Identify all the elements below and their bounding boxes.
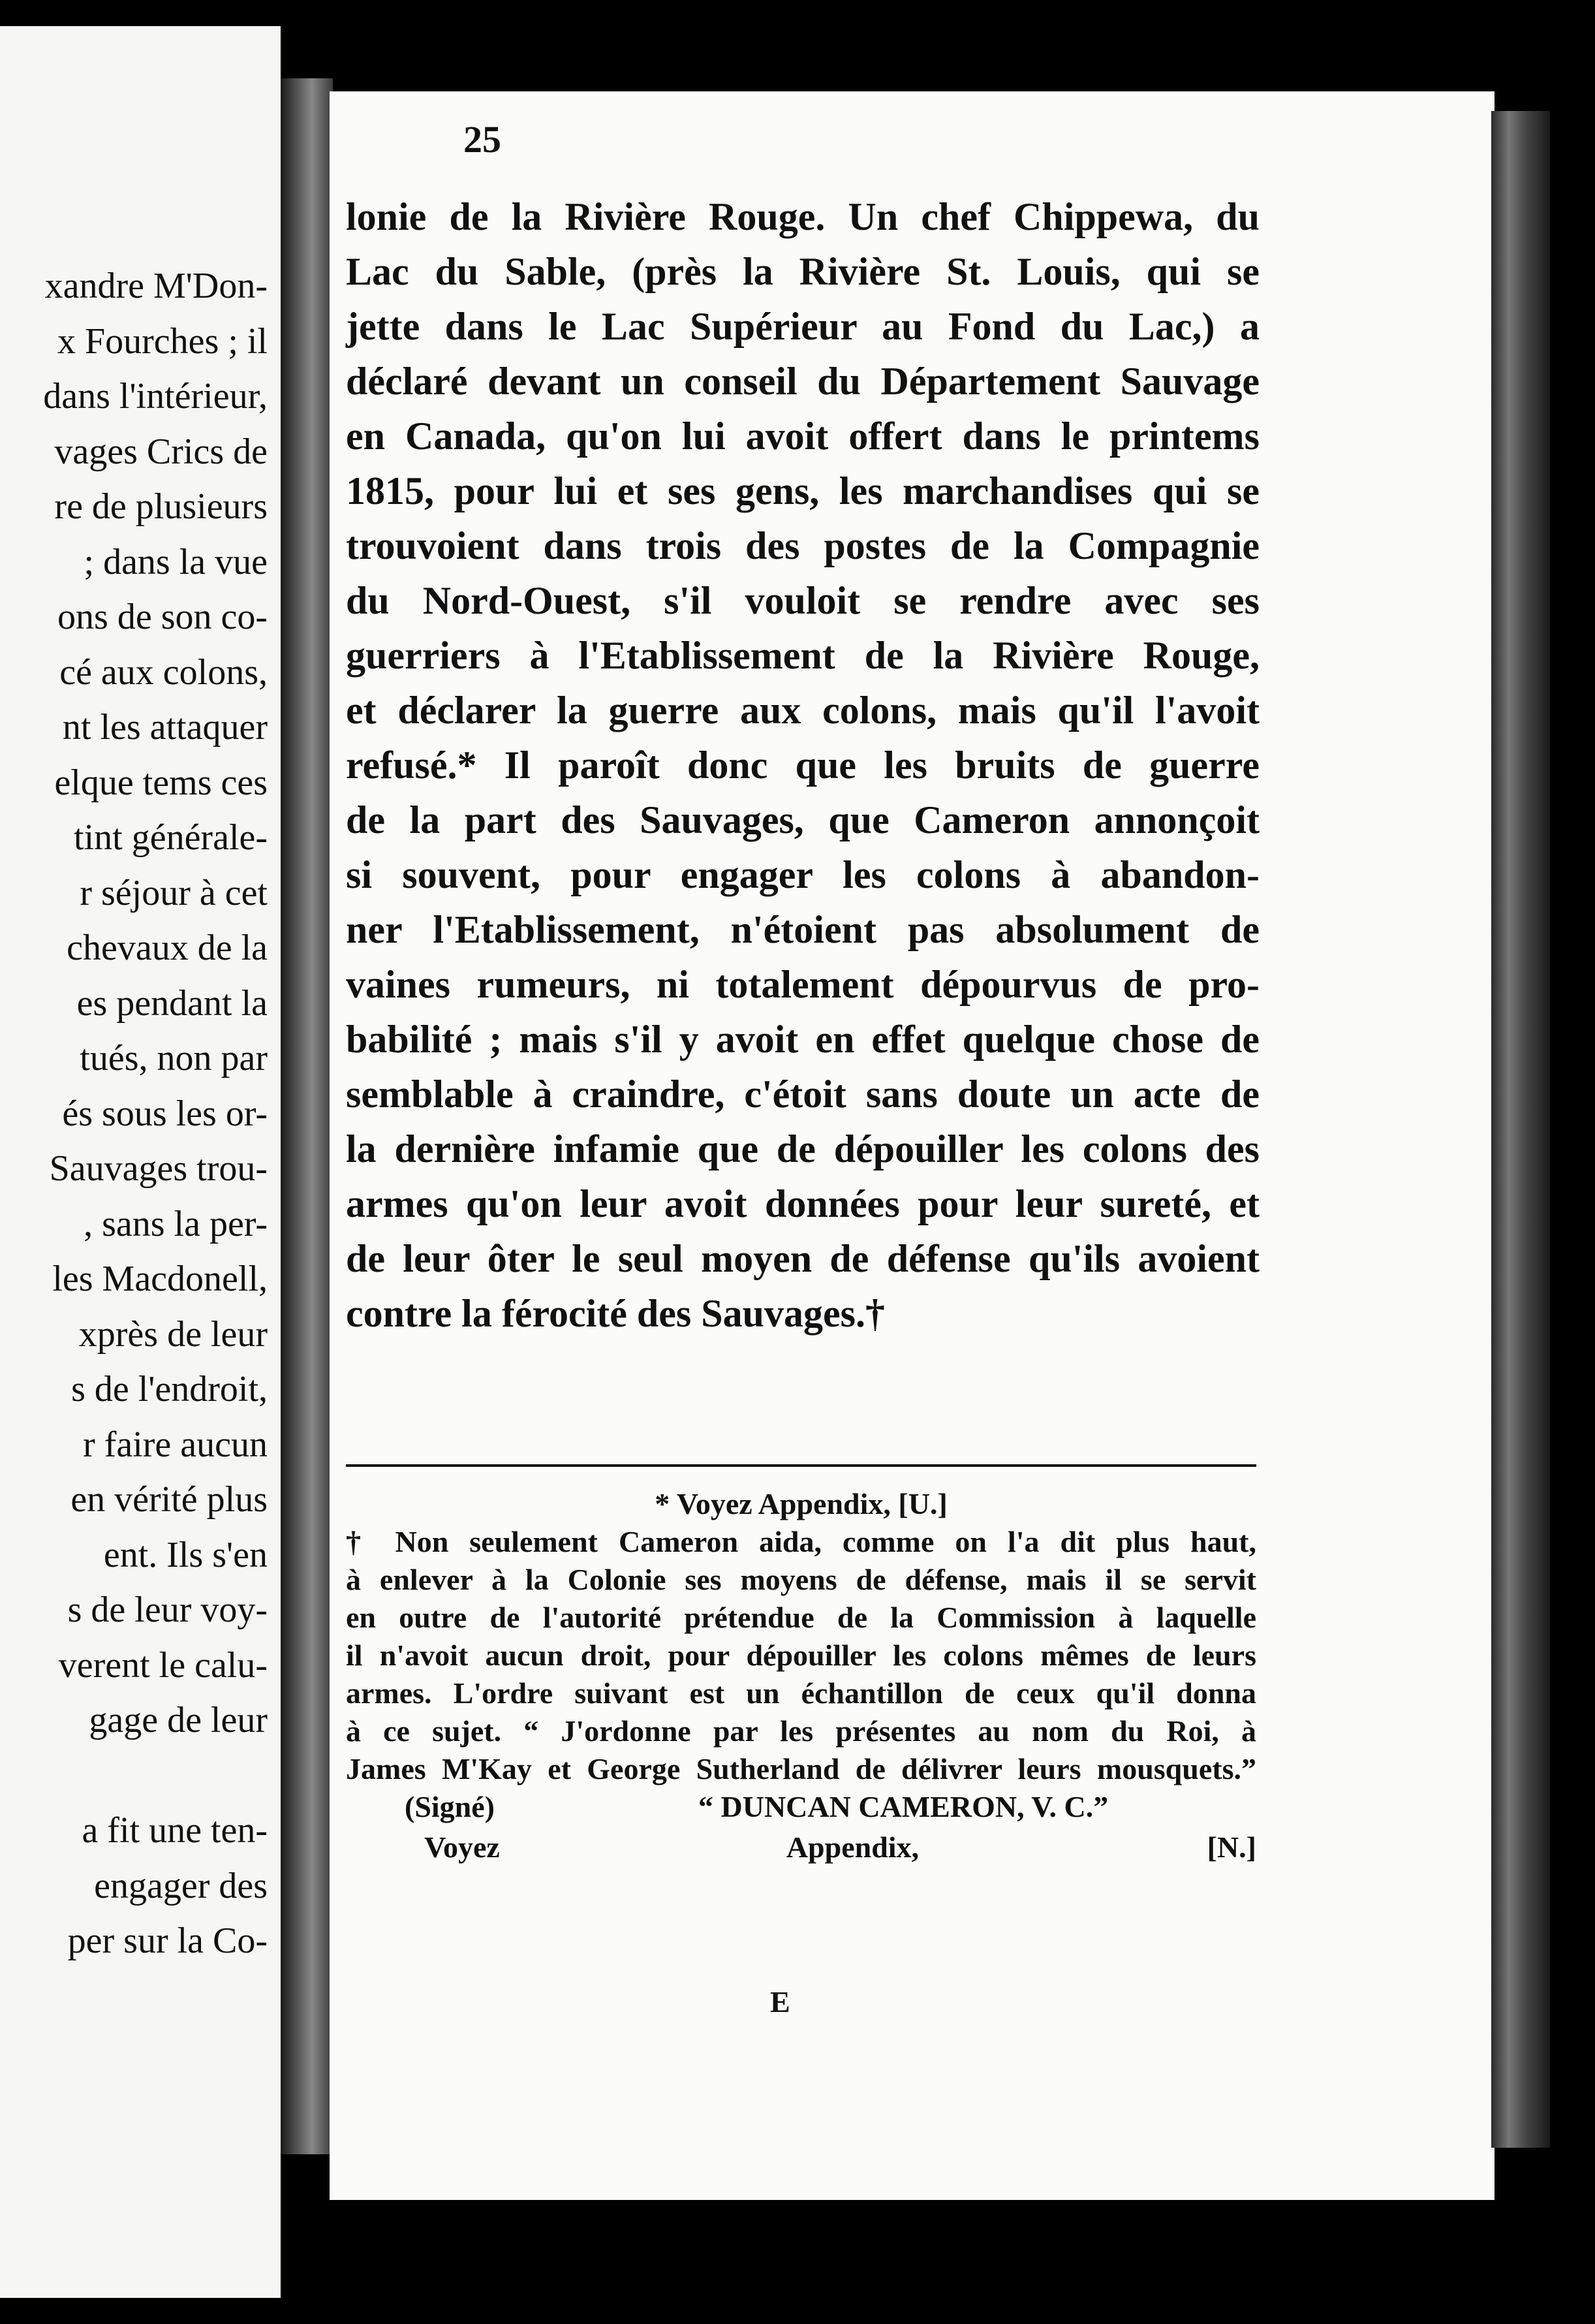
book-gutter [281, 78, 333, 2154]
facing-page-line: xandre M'Don- [44, 266, 268, 306]
footnotes [346, 1485, 1256, 1866]
facing-page-line: Sauvages trou- [49, 1148, 268, 1189]
facing-page-line: verent le calu- [58, 1644, 268, 1686]
page-number: 25 [463, 118, 501, 161]
text-line: la dernière infamie que de dépouiller les colons des [346, 1127, 1260, 1170]
facing-page-line: ; dans la vue [84, 541, 268, 582]
facing-page-line: a fit une ten- [82, 1810, 268, 1851]
text-line: 1815, pour lui et ses gens, les marchandises qui se [346, 469, 1260, 512]
text-line: trouvoient dans trois des postes de la Compagnie [346, 524, 1260, 567]
footnote-dagger [346, 1523, 1256, 1788]
facing-page-line: tués, non par [80, 1038, 268, 1078]
signature-name: “ DUNCAN CAMERON, V. C.” [698, 1790, 1109, 1823]
text-line: si souvent, pour engager les colons à abandon- [346, 853, 1260, 896]
facing-page-line: ent. Ils s'en [103, 1534, 268, 1575]
facing-page-line: xprès de leur [78, 1313, 268, 1355]
facing-page-line: re de plusieurs [54, 486, 268, 527]
facing-page-line: gage de leur [89, 1700, 268, 1740]
footnote-rule [346, 1464, 1256, 1467]
facing-page-line: , sans la per- [84, 1203, 268, 1244]
facing-page-line: elque tems ces [54, 762, 268, 803]
footnote-line: armes. L'ordre suivant est un échantillon de ceux qu'il donna [346, 1676, 1256, 1710]
facing-page-line: x Fourches ; il [57, 321, 268, 362]
facing-page-line: és sous les or- [62, 1093, 268, 1134]
footnote-n: Voyez Appendix, [N.] [424, 1830, 1256, 1864]
facing-page-line: s de leur voy- [67, 1590, 268, 1630]
footnote-line: il n'avoit aucun droit, pour dépouiller les colons mêmes de leurs [346, 1639, 1256, 1672]
text-line: babilité ; mais s'il y avoit en effet quelque chose de [346, 1018, 1260, 1061]
page-edge [1491, 111, 1550, 2148]
text-line: semblable à craindre, c'étoit sans doute un acte de [346, 1073, 1260, 1116]
facing-page-line: en vérité plus [70, 1479, 268, 1520]
facing-page-line: es pendant la [76, 982, 268, 1024]
facing-page-line: cé aux colons, [59, 652, 268, 693]
text-line: de leur ôter le seul moyen de défense qu'ils avoient [346, 1237, 1260, 1280]
facing-page-line: chevaux de la [67, 928, 268, 968]
facing-page-line: tint générale- [74, 817, 268, 858]
facing-page-fragment [0, 26, 281, 2298]
text-line: Lac du Sable, (près la Rivière St. Louis, qui se [346, 250, 1260, 293]
facing-page-line: nt les attaquer [62, 707, 268, 747]
footnote-line: à ce sujet. “ J'ordonne par les présentes au nom du Roi, à [346, 1714, 1256, 1748]
text-line: jette dans le Lac Supérieur au Fond du Lac,) a [346, 305, 1260, 348]
facing-page-line: r faire aucun [83, 1424, 268, 1465]
facing-page-line: vages Crics de [54, 431, 268, 472]
text-line: de la part des Sauvages, que Cameron annonçoit [346, 798, 1260, 841]
text-line: vaines rumeurs, ni totalement dépourvus de pro- [346, 963, 1260, 1006]
text-line: du Nord-Ouest, s'il vouloit se rendre avec ses [346, 579, 1260, 622]
facing-page-line: dans l'intérieur, [43, 376, 268, 416]
text-line: et déclarer la guerre aux colons, mais qu'il l'avoit [346, 689, 1260, 732]
signed-label: (Signé) [405, 1790, 495, 1823]
text-line: armes qu'on leur avoit données pour leur sureté, et [346, 1182, 1260, 1225]
signature-mark: E [770, 1985, 790, 2018]
text-line: lonie de la Rivière Rouge. Un chef Chippewa, du [346, 195, 1260, 238]
footnote-line: à enlever à la Colonie ses moyens de défense, mais il se servit [346, 1563, 1256, 1596]
footnote-line: James M'Kay et George Sutherland de délivrer leurs mousquets.” [346, 1752, 1256, 1785]
facing-page-line: per sur la Co- [67, 1921, 268, 1961]
text-line: déclaré devant un conseil du Département Sauvage [346, 360, 1260, 403]
text-line: guerriers à l'Etablissement de la Rivière Rouge, [346, 634, 1260, 677]
text-line: contre la férocité des Sauvages.† [346, 1292, 885, 1335]
text-line: en Canada, qu'on lui avoit offert dans le printems [346, 415, 1260, 458]
main-text [346, 189, 1260, 1341]
footnote-u: * Voyez Appendix, [U.] [655, 1487, 948, 1520]
footnote-line: en outre de l'autorité prétendue de la Commission à laquelle [346, 1601, 1256, 1634]
facing-page-line: engager des [94, 1865, 268, 1906]
signature-row [346, 1788, 1256, 1829]
facing-page-line: ons de son co- [57, 597, 268, 637]
footnote-line: † Non seulement Cameron aida, comme on l'a dit plus haut, [346, 1525, 1256, 1558]
text-line: ner l'Etablissement, n'étoient pas absolument de [346, 908, 1260, 951]
text-line: refusé.* Il paroît donc que les bruits de guerre [346, 744, 1260, 787]
facing-page-line: s de l'endroit, [71, 1369, 268, 1409]
facing-page-line: les Macdonell, [52, 1259, 268, 1299]
facing-page-line: r séjour à cet [80, 872, 268, 913]
